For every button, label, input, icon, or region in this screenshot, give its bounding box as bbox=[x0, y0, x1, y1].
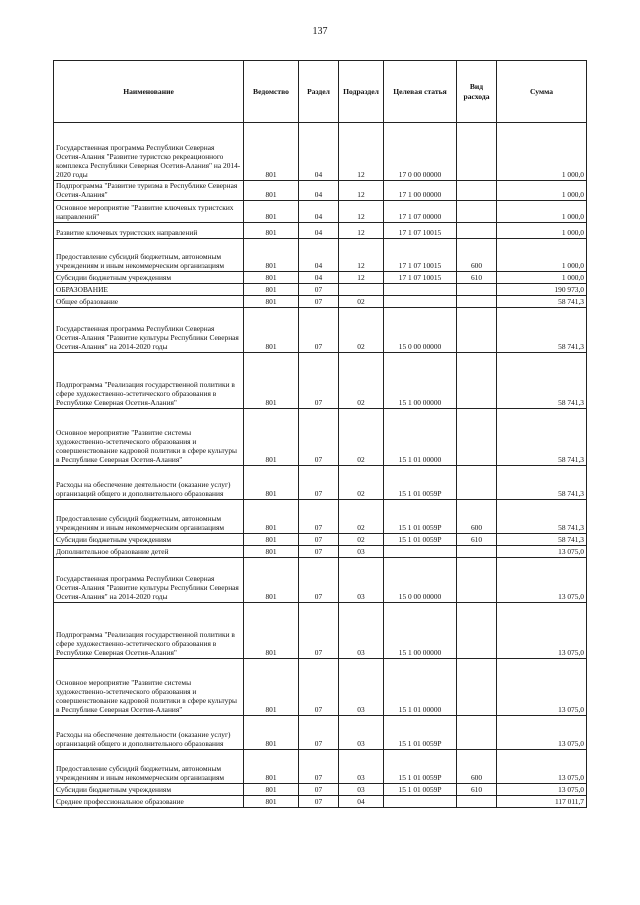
row-sum: 13 075,0 bbox=[497, 784, 587, 796]
row-sum: 58 741,3 bbox=[497, 308, 587, 353]
table-row bbox=[54, 223, 587, 239]
row-podrazdel: 03 bbox=[339, 659, 384, 716]
table-row bbox=[54, 353, 587, 409]
row-razdel: 07 bbox=[299, 558, 339, 603]
row-sum: 58 741,3 bbox=[497, 353, 587, 409]
row-razdel: 07 bbox=[299, 534, 339, 546]
row-target: 15 0 00 00000 bbox=[384, 308, 457, 353]
table-row bbox=[54, 239, 587, 272]
row-name: Субсидии бюджетным учреждениям bbox=[54, 534, 244, 546]
row-target: 17 1 00 00000 bbox=[384, 181, 457, 201]
table-row bbox=[54, 409, 587, 466]
row-razdel: 07 bbox=[299, 750, 339, 784]
row-podrazdel: 02 bbox=[339, 296, 384, 308]
row-vedomstvo: 801 bbox=[244, 201, 299, 223]
row-name: ОБРАЗОВАНИЕ bbox=[54, 284, 244, 296]
table-row bbox=[54, 284, 587, 296]
table-row bbox=[54, 796, 587, 808]
row-vid: 610 bbox=[457, 534, 497, 546]
row-vid bbox=[457, 716, 497, 750]
row-sum: 1 000,0 bbox=[497, 181, 587, 201]
row-podrazdel bbox=[339, 284, 384, 296]
row-razdel: 04 bbox=[299, 272, 339, 284]
row-target: 15 1 01 0059P bbox=[384, 500, 457, 534]
row-name: Основное мероприятие "Развитие системы художественно-эстетического образования и совершенствование кадровой политики в сфере культуры в Республике Северная Осетия-Алания" bbox=[54, 409, 244, 466]
row-name: Субсидии бюджетным учреждениям bbox=[54, 272, 244, 284]
table-row bbox=[54, 296, 587, 308]
table-row bbox=[54, 716, 587, 750]
row-target: 17 1 07 10015 bbox=[384, 272, 457, 284]
row-vid bbox=[457, 201, 497, 223]
row-vid: 600 bbox=[457, 239, 497, 272]
row-vid bbox=[457, 308, 497, 353]
row-sum: 117 011,7 bbox=[497, 796, 587, 808]
page-number: 137 bbox=[312, 26, 328, 37]
row-razdel: 07 bbox=[299, 500, 339, 534]
row-vedomstvo: 801 bbox=[244, 353, 299, 409]
row-razdel: 07 bbox=[299, 353, 339, 409]
row-sum: 13 075,0 bbox=[497, 659, 587, 716]
row-vid bbox=[457, 603, 497, 659]
row-sum: 190 973,0 bbox=[497, 284, 587, 296]
row-vedomstvo: 801 bbox=[244, 466, 299, 500]
row-vedomstvo: 801 bbox=[244, 534, 299, 546]
row-podrazdel: 02 bbox=[339, 308, 384, 353]
row-sum: 58 741,3 bbox=[497, 500, 587, 534]
row-razdel: 04 bbox=[299, 123, 339, 181]
row-target: 15 1 01 0059P bbox=[384, 466, 457, 500]
header-target: Целевая статья bbox=[384, 61, 457, 123]
row-razdel: 07 bbox=[299, 466, 339, 500]
row-target: 17 1 07 00000 bbox=[384, 201, 457, 223]
row-name: Предоставление субсидий бюджетным, автономным учреждениям и иным некоммерческим организациям bbox=[54, 750, 244, 784]
table-row bbox=[54, 546, 587, 558]
header-podrazdel: Подраздел bbox=[339, 61, 384, 123]
row-razdel: 07 bbox=[299, 796, 339, 808]
row-name: Общее образование bbox=[54, 296, 244, 308]
row-podrazdel: 04 bbox=[339, 796, 384, 808]
row-vedomstvo: 801 bbox=[244, 308, 299, 353]
table-row bbox=[54, 466, 587, 500]
row-vedomstvo: 801 bbox=[244, 272, 299, 284]
row-target: 17 1 07 10015 bbox=[384, 223, 457, 239]
row-target bbox=[384, 284, 457, 296]
row-vid: 610 bbox=[457, 784, 497, 796]
row-razdel: 07 bbox=[299, 659, 339, 716]
header-sum: Сумма bbox=[497, 61, 587, 123]
row-vedomstvo: 801 bbox=[244, 239, 299, 272]
row-name: Предоставление субсидий бюджетным, автономным учреждениям и иным некоммерческим организациям bbox=[54, 239, 244, 272]
row-name: Государственная программа Республики Северная Осетия-Алания "Развитие культуры Республики Северная Осетия-Алания" на 2014-2020 годы bbox=[54, 558, 244, 603]
row-podrazdel: 03 bbox=[339, 784, 384, 796]
row-sum: 1 000,0 bbox=[497, 272, 587, 284]
row-target: 15 1 01 0059P bbox=[384, 534, 457, 546]
row-vedomstvo: 801 bbox=[244, 796, 299, 808]
table-row bbox=[54, 181, 587, 201]
table-row bbox=[54, 558, 587, 603]
header-razdel: Раздел bbox=[299, 61, 339, 123]
row-razdel: 04 bbox=[299, 239, 339, 272]
row-vedomstvo: 801 bbox=[244, 546, 299, 558]
row-podrazdel: 03 bbox=[339, 750, 384, 784]
row-vedomstvo: 801 bbox=[244, 223, 299, 239]
row-sum: 58 741,3 bbox=[497, 296, 587, 308]
row-vedomstvo: 801 bbox=[244, 284, 299, 296]
row-sum: 13 075,0 bbox=[497, 716, 587, 750]
row-vedomstvo: 801 bbox=[244, 716, 299, 750]
row-sum: 58 741,3 bbox=[497, 409, 587, 466]
row-podrazdel: 12 bbox=[339, 201, 384, 223]
row-name: Основное мероприятие "Развитие системы художественно-эстетического образования и совершенствование кадровой политики в сфере культуры в Республике Северная Осетия-Алания" bbox=[54, 659, 244, 716]
row-name: Развитие ключевых туристских направлений bbox=[54, 223, 244, 239]
row-vedomstvo: 801 bbox=[244, 603, 299, 659]
row-vedomstvo: 801 bbox=[244, 659, 299, 716]
row-razdel: 07 bbox=[299, 409, 339, 466]
row-podrazdel: 12 bbox=[339, 181, 384, 201]
row-podrazdel: 03 bbox=[339, 716, 384, 750]
header-name: Наименование bbox=[54, 61, 244, 123]
table-row bbox=[54, 784, 587, 796]
row-name: Субсидии бюджетным учреждениям bbox=[54, 784, 244, 796]
row-razdel: 07 bbox=[299, 603, 339, 659]
budget-table bbox=[53, 60, 587, 808]
row-vedomstvo: 801 bbox=[244, 750, 299, 784]
row-sum: 1 000,0 bbox=[497, 239, 587, 272]
row-vid bbox=[457, 296, 497, 308]
row-vid: 600 bbox=[457, 750, 497, 784]
row-sum: 13 075,0 bbox=[497, 558, 587, 603]
row-vedomstvo: 801 bbox=[244, 558, 299, 603]
row-podrazdel: 03 bbox=[339, 546, 384, 558]
row-razdel: 07 bbox=[299, 784, 339, 796]
row-razdel: 07 bbox=[299, 296, 339, 308]
row-target bbox=[384, 546, 457, 558]
row-vid bbox=[457, 558, 497, 603]
row-vid bbox=[457, 284, 497, 296]
row-sum: 1 000,0 bbox=[497, 123, 587, 181]
row-name: Дополнительное образование детей bbox=[54, 546, 244, 558]
row-razdel: 07 bbox=[299, 716, 339, 750]
table-row bbox=[54, 272, 587, 284]
row-name: Подпрограмма "Реализация государственной политики в сфере художественно-эстетического образования в Республике Северная Осетия-Алания" bbox=[54, 353, 244, 409]
row-target: 15 1 01 00000 bbox=[384, 659, 457, 716]
row-target: 15 1 00 00000 bbox=[384, 603, 457, 659]
row-podrazdel: 02 bbox=[339, 534, 384, 546]
table-header-row bbox=[54, 61, 587, 123]
row-podrazdel: 12 bbox=[339, 123, 384, 181]
row-target: 17 0 00 00000 bbox=[384, 123, 457, 181]
row-target: 15 1 00 00000 bbox=[384, 353, 457, 409]
row-vid bbox=[457, 796, 497, 808]
row-vid: 600 bbox=[457, 500, 497, 534]
table-row bbox=[54, 534, 587, 546]
row-podrazdel: 12 bbox=[339, 239, 384, 272]
row-name: Расходы на обеспечение деятельности (оказание услуг) организаций общего и дополнительного образования bbox=[54, 716, 244, 750]
table-row bbox=[54, 603, 587, 659]
row-sum: 13 075,0 bbox=[497, 546, 587, 558]
row-sum: 13 075,0 bbox=[497, 603, 587, 659]
table-row bbox=[54, 123, 587, 181]
row-podrazdel: 03 bbox=[339, 603, 384, 659]
row-name: Подпрограмма "Реализация государственной политики в сфере художественно-эстетического образования в Республике Северная Осетия-Алания" bbox=[54, 603, 244, 659]
row-target bbox=[384, 796, 457, 808]
table-row bbox=[54, 659, 587, 716]
row-podrazdel: 02 bbox=[339, 466, 384, 500]
row-podrazdel: 02 bbox=[339, 500, 384, 534]
row-vid bbox=[457, 353, 497, 409]
row-vid bbox=[457, 546, 497, 558]
row-vid bbox=[457, 181, 497, 201]
row-vedomstvo: 801 bbox=[244, 784, 299, 796]
row-razdel: 04 bbox=[299, 223, 339, 239]
row-target: 15 1 01 0059P bbox=[384, 716, 457, 750]
row-vedomstvo: 801 bbox=[244, 123, 299, 181]
row-target: 15 1 01 0059P bbox=[384, 784, 457, 796]
row-vid bbox=[457, 659, 497, 716]
row-vid: 610 bbox=[457, 272, 497, 284]
row-razdel: 04 bbox=[299, 181, 339, 201]
row-sum: 13 075,0 bbox=[497, 750, 587, 784]
row-vedomstvo: 801 bbox=[244, 500, 299, 534]
row-podrazdel: 12 bbox=[339, 223, 384, 239]
row-sum: 58 741,3 bbox=[497, 534, 587, 546]
row-vid bbox=[457, 466, 497, 500]
header-vid: Вид расхода bbox=[457, 61, 497, 123]
row-target: 15 1 01 0059P bbox=[384, 750, 457, 784]
row-target: 15 1 01 00000 bbox=[384, 409, 457, 466]
row-vid bbox=[457, 409, 497, 466]
row-razdel: 07 bbox=[299, 308, 339, 353]
row-vid bbox=[457, 223, 497, 239]
table-row bbox=[54, 500, 587, 534]
row-sum: 1 000,0 bbox=[497, 201, 587, 223]
row-name: Государственная программа Республики Северная Осетия-Алания "Развитие туристско рекреационного комплекса Республики Северная Осетия-Алания" на 2014-2020 годы bbox=[54, 123, 244, 181]
row-name: Расходы на обеспечение деятельности (оказание услуг) организаций общего и дополнительного образования bbox=[54, 466, 244, 500]
row-name: Предоставление субсидий бюджетным, автономным учреждениям и иным некоммерческим организациям bbox=[54, 500, 244, 534]
header-vedomstvo: Ведомство bbox=[244, 61, 299, 123]
row-vedomstvo: 801 bbox=[244, 409, 299, 466]
row-name: Среднее профессиональное образование bbox=[54, 796, 244, 808]
row-name: Основное мероприятие "Развитие ключевых туристских направлений" bbox=[54, 201, 244, 223]
table-row bbox=[54, 308, 587, 353]
row-sum: 1 000,0 bbox=[497, 223, 587, 239]
row-vedomstvo: 801 bbox=[244, 181, 299, 201]
row-target bbox=[384, 296, 457, 308]
table-row bbox=[54, 750, 587, 784]
row-sum: 58 741,3 bbox=[497, 466, 587, 500]
row-name: Государственная программа Республики Северная Осетия-Алания "Развитие культуры Республики Северная Осетия-Алания" на 2014-2020 годы bbox=[54, 308, 244, 353]
row-razdel: 07 bbox=[299, 284, 339, 296]
row-podrazdel: 12 bbox=[339, 272, 384, 284]
row-vedomstvo: 801 bbox=[244, 296, 299, 308]
row-razdel: 04 bbox=[299, 201, 339, 223]
row-podrazdel: 02 bbox=[339, 353, 384, 409]
table-row bbox=[54, 201, 587, 223]
row-name: Подпрограмма "Развитие туризма в Республике Северная Осетия-Алания" bbox=[54, 181, 244, 201]
row-target: 15 0 00 00000 bbox=[384, 558, 457, 603]
row-razdel: 07 bbox=[299, 546, 339, 558]
row-vid bbox=[457, 123, 497, 181]
row-target: 17 1 07 10015 bbox=[384, 239, 457, 272]
row-podrazdel: 02 bbox=[339, 409, 384, 466]
row-podrazdel: 03 bbox=[339, 558, 384, 603]
